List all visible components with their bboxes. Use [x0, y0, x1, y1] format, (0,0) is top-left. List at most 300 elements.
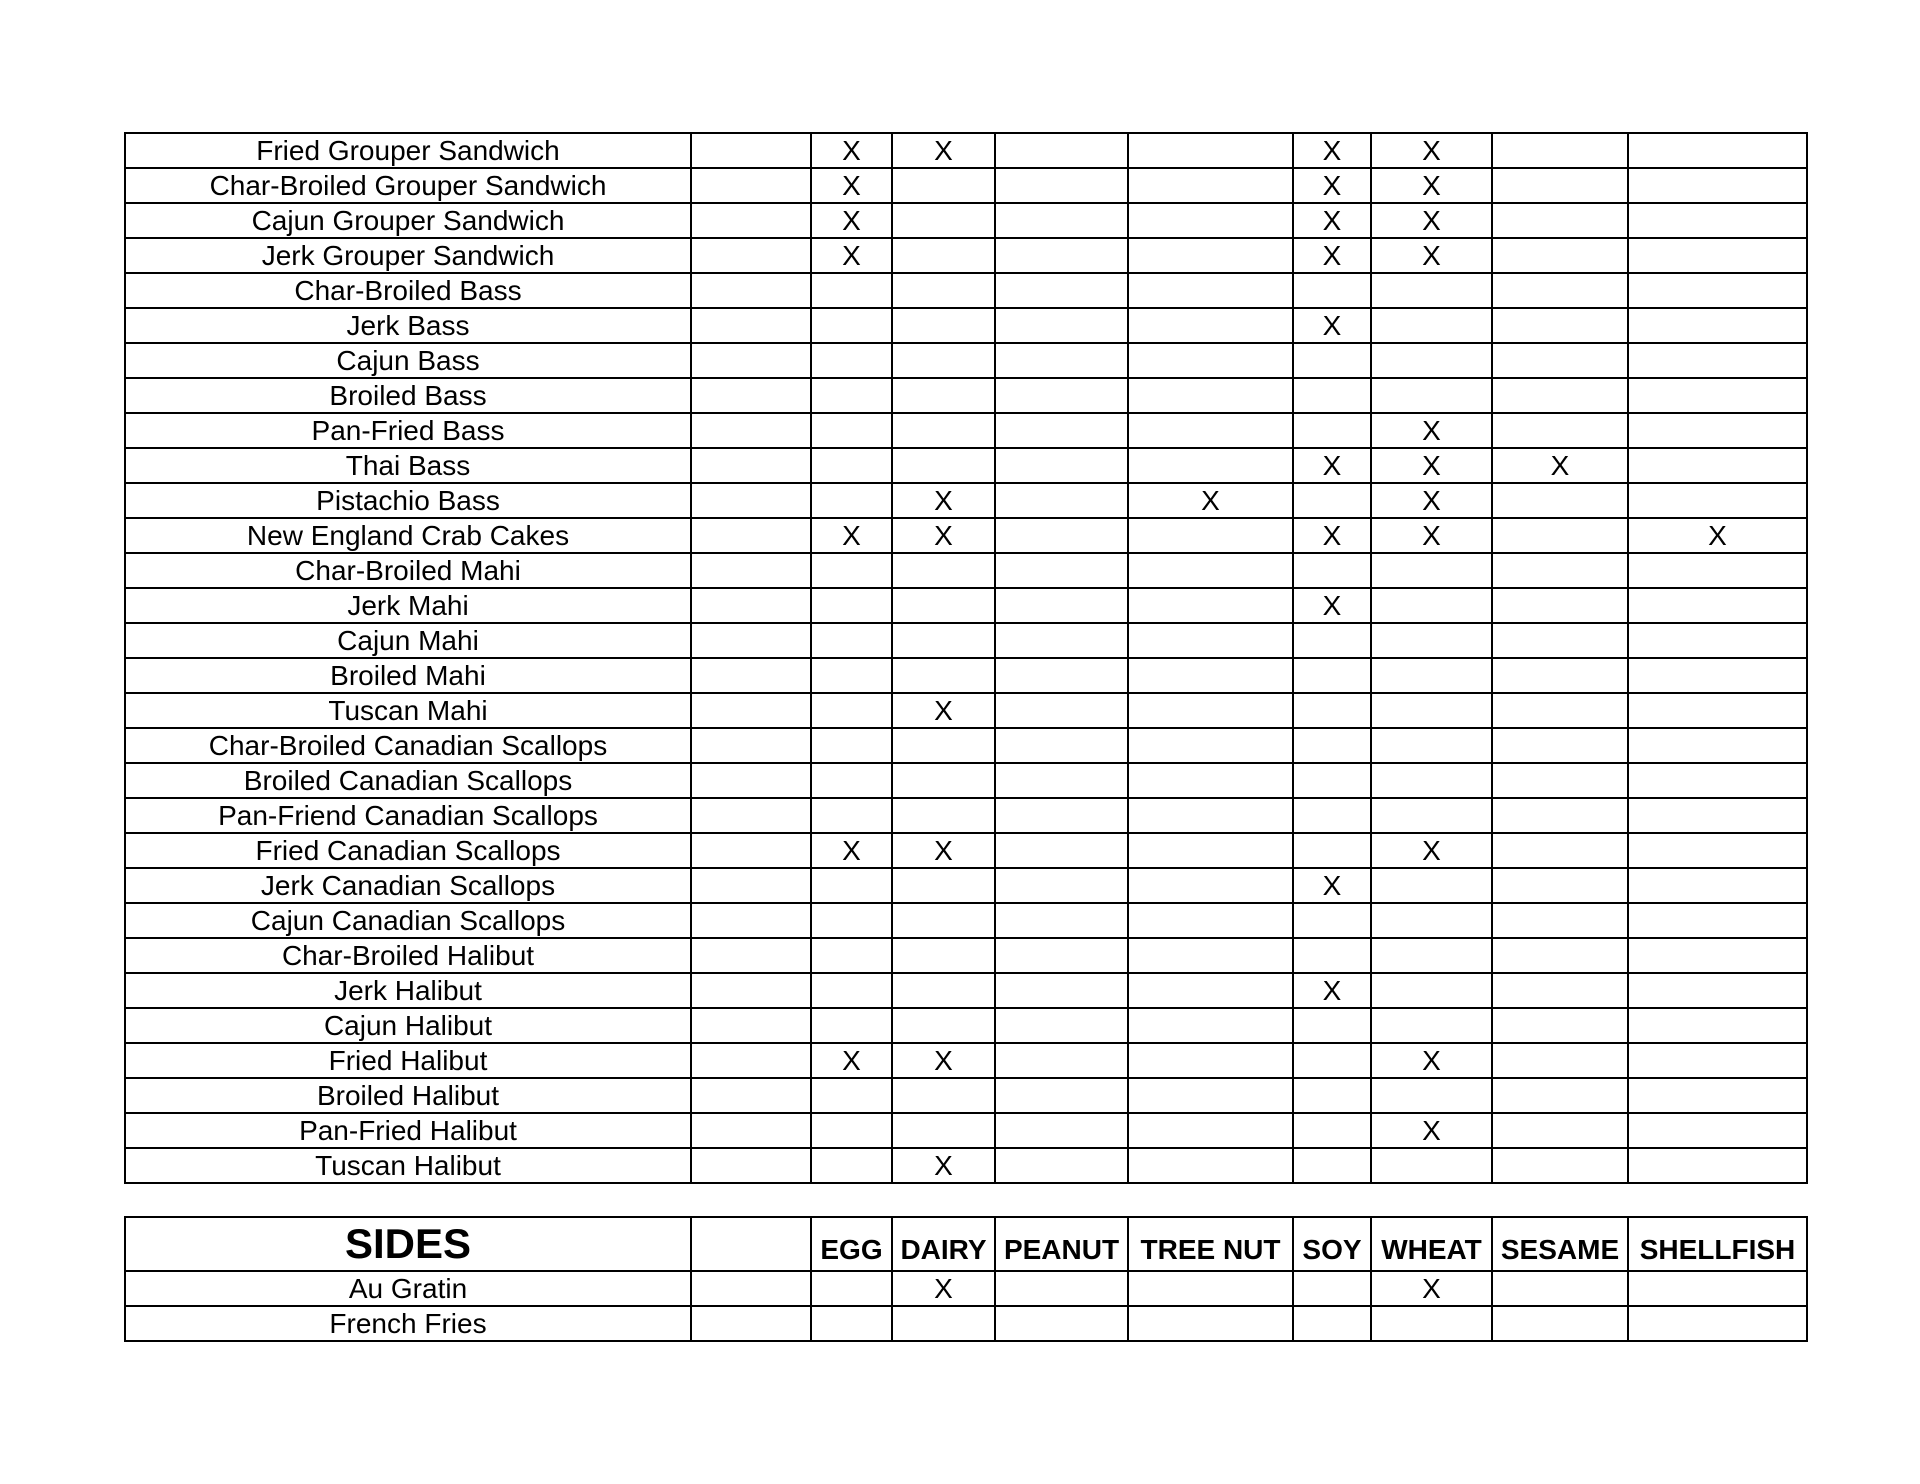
- column-header-tree-nut: TREE NUT: [1128, 1217, 1293, 1271]
- fish-table-body: [125, 133, 1807, 1183]
- blank-cell: [691, 833, 811, 868]
- allergen-cell-wheat: X: [1371, 448, 1492, 483]
- allergen-cell-peanut: [995, 378, 1128, 413]
- allergen-cell-soy: [1293, 903, 1371, 938]
- blank-cell: [691, 203, 811, 238]
- allergen-cell-tree-nut: [1128, 1008, 1293, 1043]
- sides-title: SIDES: [125, 1217, 691, 1271]
- allergen-cell-egg: [811, 343, 892, 378]
- allergen-cell-wheat: X: [1371, 1043, 1492, 1078]
- allergen-cell-soy: X: [1293, 448, 1371, 483]
- allergen-cell-tree-nut: [1128, 553, 1293, 588]
- allergen-cell-peanut: [995, 938, 1128, 973]
- allergen-cell-wheat: [1371, 903, 1492, 938]
- allergen-cell-dairy: [892, 448, 995, 483]
- allergen-cell-tree-nut: [1128, 658, 1293, 693]
- allergen-cell-sesame: X: [1492, 448, 1628, 483]
- item-name: Char-Broiled Bass: [125, 273, 691, 308]
- table-row: [125, 448, 1807, 483]
- allergen-cell-tree-nut: [1128, 973, 1293, 1008]
- blank-cell: [691, 1078, 811, 1113]
- allergen-cell-wheat: [1371, 1148, 1492, 1183]
- allergen-cell-shellfish: [1628, 483, 1807, 518]
- blank-cell: [691, 588, 811, 623]
- fish-allergen-table: [124, 132, 1808, 1184]
- allergen-cell-peanut: [995, 413, 1128, 448]
- allergen-cell-sesame: [1492, 133, 1628, 168]
- allergen-cell-shellfish: [1628, 798, 1807, 833]
- allergen-cell-shellfish: [1628, 728, 1807, 763]
- allergen-cell-tree-nut: [1128, 1113, 1293, 1148]
- allergen-cell-peanut: [995, 973, 1128, 1008]
- column-header-dairy: DAIRY: [892, 1217, 995, 1271]
- blank-cell: [691, 658, 811, 693]
- allergen-cell-sesame: [1492, 1306, 1628, 1341]
- allergen-cell-shellfish: [1628, 238, 1807, 273]
- allergen-cell-egg: [811, 448, 892, 483]
- allergen-cell-soy: [1293, 413, 1371, 448]
- allergen-cell-soy: X: [1293, 203, 1371, 238]
- allergen-cell-egg: [811, 1113, 892, 1148]
- allergen-cell-soy: X: [1293, 973, 1371, 1008]
- item-name: Char-Broiled Grouper Sandwich: [125, 168, 691, 203]
- item-name: Jerk Bass: [125, 308, 691, 343]
- allergen-cell-wheat: [1371, 623, 1492, 658]
- allergen-cell-wheat: [1371, 763, 1492, 798]
- column-header-peanut: PEANUT: [995, 1217, 1128, 1271]
- item-name: Pan-Fried Halibut: [125, 1113, 691, 1148]
- table-row: [125, 238, 1807, 273]
- allergen-cell-soy: [1293, 693, 1371, 728]
- allergen-cell-sesame: [1492, 343, 1628, 378]
- allergen-cell-dairy: [892, 1306, 995, 1341]
- allergen-cell-shellfish: [1628, 308, 1807, 343]
- blank-cell: [691, 1113, 811, 1148]
- table-row: [125, 518, 1807, 553]
- column-header-wheat: WHEAT: [1371, 1217, 1492, 1271]
- allergen-cell-soy: [1293, 1306, 1371, 1341]
- allergen-cell-shellfish: [1628, 868, 1807, 903]
- allergen-cell-sesame: [1492, 763, 1628, 798]
- column-header-blank: [691, 1217, 811, 1271]
- allergen-cell-peanut: [995, 448, 1128, 483]
- allergen-cell-wheat: [1371, 273, 1492, 308]
- blank-cell: [691, 903, 811, 938]
- allergen-cell-soy: [1293, 1043, 1371, 1078]
- allergen-cell-egg: [811, 623, 892, 658]
- blank-cell: [691, 973, 811, 1008]
- allergen-cell-shellfish: [1628, 1113, 1807, 1148]
- table-row: [125, 868, 1807, 903]
- allergen-cell-dairy: [892, 553, 995, 588]
- allergen-cell-tree-nut: [1128, 273, 1293, 308]
- sides-table-body: [125, 1217, 1807, 1341]
- item-name: Fried Halibut: [125, 1043, 691, 1078]
- table-row: [125, 763, 1807, 798]
- allergen-cell-wheat: X: [1371, 518, 1492, 553]
- allergen-cell-dairy: [892, 868, 995, 903]
- allergen-cell-wheat: [1371, 1008, 1492, 1043]
- allergen-cell-sesame: [1492, 308, 1628, 343]
- allergen-cell-egg: [811, 938, 892, 973]
- allergen-cell-peanut: [995, 1008, 1128, 1043]
- allergen-cell-dairy: X: [892, 693, 995, 728]
- allergen-cell-shellfish: [1628, 1008, 1807, 1043]
- allergen-cell-peanut: [995, 903, 1128, 938]
- allergen-cell-tree-nut: [1128, 693, 1293, 728]
- allergen-cell-dairy: [892, 658, 995, 693]
- allergen-cell-dairy: [892, 903, 995, 938]
- allergen-cell-sesame: [1492, 1148, 1628, 1183]
- allergen-cell-peanut: [995, 833, 1128, 868]
- item-name: Char-Broiled Mahi: [125, 553, 691, 588]
- table-row: [125, 273, 1807, 308]
- table-row: [125, 1043, 1807, 1078]
- allergen-cell-wheat: [1371, 378, 1492, 413]
- allergen-cell-tree-nut: [1128, 1078, 1293, 1113]
- table-row: [125, 1271, 1807, 1306]
- allergen-cell-dairy: [892, 623, 995, 658]
- allergen-cell-dairy: [892, 343, 995, 378]
- item-name: New England Crab Cakes: [125, 518, 691, 553]
- item-name: Cajun Halibut: [125, 1008, 691, 1043]
- allergen-cell-tree-nut: [1128, 308, 1293, 343]
- allergen-cell-soy: X: [1293, 168, 1371, 203]
- allergen-cell-dairy: [892, 308, 995, 343]
- item-name: Fried Canadian Scallops: [125, 833, 691, 868]
- blank-cell: [691, 1008, 811, 1043]
- allergen-cell-wheat: [1371, 938, 1492, 973]
- allergen-cell-soy: [1293, 1271, 1371, 1306]
- blank-cell: [691, 343, 811, 378]
- allergen-cell-dairy: X: [892, 483, 995, 518]
- item-name: Thai Bass: [125, 448, 691, 483]
- allergen-cell-shellfish: [1628, 658, 1807, 693]
- allergen-cell-egg: [811, 763, 892, 798]
- allergen-cell-soy: X: [1293, 518, 1371, 553]
- blank-cell: [691, 868, 811, 903]
- allergen-cell-sesame: [1492, 693, 1628, 728]
- allergen-cell-tree-nut: [1128, 728, 1293, 763]
- allergen-cell-tree-nut: [1128, 833, 1293, 868]
- allergen-cell-peanut: [995, 693, 1128, 728]
- blank-cell: [691, 763, 811, 798]
- table-row: [125, 623, 1807, 658]
- allergen-cell-dairy: X: [892, 1271, 995, 1306]
- allergen-cell-wheat: [1371, 1078, 1492, 1113]
- allergen-cell-dairy: X: [892, 1043, 995, 1078]
- allergen-cell-shellfish: [1628, 903, 1807, 938]
- allergen-cell-wheat: X: [1371, 238, 1492, 273]
- allergen-cell-egg: [811, 1271, 892, 1306]
- blank-cell: [691, 623, 811, 658]
- allergen-cell-peanut: [995, 133, 1128, 168]
- table-row: [125, 1113, 1807, 1148]
- allergen-cell-sesame: [1492, 973, 1628, 1008]
- allergen-cell-shellfish: [1628, 1043, 1807, 1078]
- allergen-cell-wheat: [1371, 553, 1492, 588]
- allergen-cell-dairy: [892, 238, 995, 273]
- table-row: [125, 553, 1807, 588]
- allergen-cell-soy: [1293, 483, 1371, 518]
- allergen-cell-egg: [811, 1078, 892, 1113]
- allergen-cell-shellfish: X: [1628, 518, 1807, 553]
- allergen-cell-peanut: [995, 658, 1128, 693]
- allergen-cell-wheat: [1371, 728, 1492, 763]
- allergen-cell-egg: X: [811, 238, 892, 273]
- allergen-cell-dairy: [892, 1078, 995, 1113]
- allergen-cell-dairy: [892, 413, 995, 448]
- allergen-cell-soy: [1293, 658, 1371, 693]
- allergen-cell-egg: [811, 903, 892, 938]
- allergen-cell-shellfish: [1628, 203, 1807, 238]
- blank-cell: [691, 1306, 811, 1341]
- table-row: [125, 483, 1807, 518]
- table-row: [125, 1148, 1807, 1183]
- allergen-cell-shellfish: [1628, 623, 1807, 658]
- blank-cell: [691, 938, 811, 973]
- allergen-cell-peanut: [995, 588, 1128, 623]
- allergen-cell-wheat: [1371, 1306, 1492, 1341]
- allergen-cell-peanut: [995, 203, 1128, 238]
- allergen-cell-dairy: [892, 798, 995, 833]
- item-name: Cajun Bass: [125, 343, 691, 378]
- allergen-cell-soy: [1293, 1113, 1371, 1148]
- allergen-cell-shellfish: [1628, 588, 1807, 623]
- allergen-cell-egg: [811, 1306, 892, 1341]
- item-name: Cajun Canadian Scallops: [125, 903, 691, 938]
- item-name: Broiled Mahi: [125, 658, 691, 693]
- blank-cell: [691, 553, 811, 588]
- allergen-cell-dairy: [892, 1113, 995, 1148]
- allergen-cell-egg: [811, 308, 892, 343]
- allergen-cell-wheat: X: [1371, 168, 1492, 203]
- allergen-cell-wheat: [1371, 658, 1492, 693]
- item-name: Jerk Halibut: [125, 973, 691, 1008]
- allergen-cell-soy: [1293, 1078, 1371, 1113]
- allergen-cell-shellfish: [1628, 448, 1807, 483]
- item-name: Cajun Grouper Sandwich: [125, 203, 691, 238]
- allergen-cell-sesame: [1492, 868, 1628, 903]
- allergen-cell-sesame: [1492, 168, 1628, 203]
- allergen-cell-dairy: [892, 588, 995, 623]
- table-row: [125, 938, 1807, 973]
- allergen-cell-peanut: [995, 1271, 1128, 1306]
- blank-cell: [691, 378, 811, 413]
- allergen-cell-shellfish: [1628, 1078, 1807, 1113]
- allergen-cell-soy: X: [1293, 868, 1371, 903]
- allergen-cell-shellfish: [1628, 553, 1807, 588]
- allergen-cell-tree-nut: [1128, 868, 1293, 903]
- table-row: [125, 133, 1807, 168]
- allergen-cell-soy: X: [1293, 588, 1371, 623]
- table-row: [125, 903, 1807, 938]
- allergen-cell-soy: X: [1293, 133, 1371, 168]
- allergen-cell-egg: X: [811, 133, 892, 168]
- allergen-cell-soy: [1293, 763, 1371, 798]
- allergen-cell-egg: [811, 693, 892, 728]
- allergen-cell-shellfish: [1628, 1148, 1807, 1183]
- blank-cell: [691, 413, 811, 448]
- allergen-cell-egg: [811, 868, 892, 903]
- table-row: [125, 308, 1807, 343]
- allergen-cell-wheat: [1371, 308, 1492, 343]
- allergen-cell-sesame: [1492, 1113, 1628, 1148]
- table-row: [125, 1306, 1807, 1341]
- allergen-cell-sesame: [1492, 903, 1628, 938]
- allergen-cell-peanut: [995, 1113, 1128, 1148]
- blank-cell: [691, 1148, 811, 1183]
- allergen-cell-sesame: [1492, 1043, 1628, 1078]
- allergen-cell-sesame: [1492, 203, 1628, 238]
- allergen-cell-shellfish: [1628, 1306, 1807, 1341]
- allergen-cell-sesame: [1492, 1078, 1628, 1113]
- item-name: Pistachio Bass: [125, 483, 691, 518]
- allergen-cell-egg: X: [811, 203, 892, 238]
- allergen-cell-sesame: [1492, 1008, 1628, 1043]
- allergen-cell-peanut: [995, 728, 1128, 763]
- allergen-cell-tree-nut: [1128, 518, 1293, 553]
- table-row: [125, 168, 1807, 203]
- allergen-cell-wheat: X: [1371, 413, 1492, 448]
- allergen-cell-sesame: [1492, 553, 1628, 588]
- table-row: [125, 693, 1807, 728]
- sides-allergen-table: [124, 1216, 1808, 1342]
- allergen-cell-dairy: [892, 728, 995, 763]
- allergen-cell-shellfish: [1628, 763, 1807, 798]
- allergen-cell-dairy: [892, 203, 995, 238]
- allergen-cell-wheat: [1371, 973, 1492, 1008]
- allergen-cell-tree-nut: [1128, 203, 1293, 238]
- allergen-cell-dairy: X: [892, 133, 995, 168]
- table-row: [125, 1078, 1807, 1113]
- allergen-cell-egg: [811, 273, 892, 308]
- allergen-cell-dairy: X: [892, 1148, 995, 1183]
- item-name: Fried Grouper Sandwich: [125, 133, 691, 168]
- allergen-cell-sesame: [1492, 1271, 1628, 1306]
- allergen-cell-tree-nut: X: [1128, 483, 1293, 518]
- table-row: [125, 413, 1807, 448]
- allergen-cell-dairy: [892, 1008, 995, 1043]
- allergen-cell-peanut: [995, 1078, 1128, 1113]
- allergen-cell-dairy: [892, 763, 995, 798]
- allergen-cell-sesame: [1492, 658, 1628, 693]
- allergen-cell-sesame: [1492, 518, 1628, 553]
- allergen-cell-tree-nut: [1128, 413, 1293, 448]
- allergen-cell-peanut: [995, 483, 1128, 518]
- allergen-cell-soy: [1293, 1148, 1371, 1183]
- allergen-cell-tree-nut: [1128, 623, 1293, 658]
- allergen-cell-sesame: [1492, 273, 1628, 308]
- allergen-cell-sesame: [1492, 483, 1628, 518]
- blank-cell: [691, 518, 811, 553]
- allergen-cell-tree-nut: [1128, 238, 1293, 273]
- allergen-cell-wheat: [1371, 798, 1492, 833]
- allergen-cell-dairy: [892, 273, 995, 308]
- blank-cell: [691, 693, 811, 728]
- item-name: Broiled Halibut: [125, 1078, 691, 1113]
- allergen-cell-tree-nut: [1128, 168, 1293, 203]
- allergen-cell-shellfish: [1628, 1271, 1807, 1306]
- allergen-cell-soy: [1293, 798, 1371, 833]
- table-row: [125, 658, 1807, 693]
- allergen-cell-tree-nut: [1128, 1043, 1293, 1078]
- allergen-cell-egg: [811, 553, 892, 588]
- allergen-cell-sesame: [1492, 938, 1628, 973]
- allergen-cell-peanut: [995, 623, 1128, 658]
- allergen-cell-shellfish: [1628, 413, 1807, 448]
- allergen-cell-peanut: [995, 763, 1128, 798]
- allergen-cell-shellfish: [1628, 973, 1807, 1008]
- item-name: Char-Broiled Canadian Scallops: [125, 728, 691, 763]
- item-name: Jerk Mahi: [125, 588, 691, 623]
- allergen-cell-dairy: X: [892, 518, 995, 553]
- allergen-cell-tree-nut: [1128, 1271, 1293, 1306]
- allergen-cell-soy: [1293, 938, 1371, 973]
- table-row: [125, 798, 1807, 833]
- allergen-cell-sesame: [1492, 798, 1628, 833]
- blank-cell: [691, 448, 811, 483]
- allergen-cell-peanut: [995, 798, 1128, 833]
- allergen-cell-egg: [811, 728, 892, 763]
- allergen-cell-egg: [811, 413, 892, 448]
- allergen-cell-dairy: [892, 168, 995, 203]
- allergen-cell-soy: [1293, 623, 1371, 658]
- item-name: Jerk Grouper Sandwich: [125, 238, 691, 273]
- table-row: [125, 728, 1807, 763]
- allergen-cell-soy: [1293, 378, 1371, 413]
- blank-cell: [691, 308, 811, 343]
- allergen-cell-peanut: [995, 343, 1128, 378]
- allergen-cell-egg: [811, 973, 892, 1008]
- allergen-cell-egg: X: [811, 518, 892, 553]
- allergen-cell-soy: [1293, 728, 1371, 763]
- item-name: Cajun Mahi: [125, 623, 691, 658]
- item-name: Char-Broiled Halibut: [125, 938, 691, 973]
- allergen-cell-soy: [1293, 343, 1371, 378]
- blank-cell: [691, 798, 811, 833]
- allergen-cell-egg: [811, 378, 892, 413]
- allergen-cell-wheat: X: [1371, 1271, 1492, 1306]
- allergen-cell-soy: X: [1293, 308, 1371, 343]
- blank-cell: [691, 238, 811, 273]
- allergen-cell-soy: [1293, 273, 1371, 308]
- column-header-egg: EGG: [811, 1217, 892, 1271]
- allergen-cell-egg: [811, 588, 892, 623]
- allergen-cell-shellfish: [1628, 378, 1807, 413]
- item-name: Tuscan Mahi: [125, 693, 691, 728]
- table-row: [125, 588, 1807, 623]
- allergen-cell-shellfish: [1628, 833, 1807, 868]
- allergen-cell-tree-nut: [1128, 763, 1293, 798]
- blank-cell: [691, 273, 811, 308]
- allergen-cell-peanut: [995, 168, 1128, 203]
- allergen-cell-tree-nut: [1128, 798, 1293, 833]
- column-header-soy: SOY: [1293, 1217, 1371, 1271]
- item-name: Au Gratin: [125, 1271, 691, 1306]
- blank-cell: [691, 728, 811, 763]
- table-row: [125, 343, 1807, 378]
- item-name: Pan-Friend Canadian Scallops: [125, 798, 691, 833]
- allergen-cell-egg: X: [811, 168, 892, 203]
- allergen-cell-sesame: [1492, 728, 1628, 763]
- allergen-cell-wheat: [1371, 693, 1492, 728]
- allergen-cell-sesame: [1492, 413, 1628, 448]
- item-name: Tuscan Halibut: [125, 1148, 691, 1183]
- allergen-cell-shellfish: [1628, 133, 1807, 168]
- allergen-cell-peanut: [995, 1148, 1128, 1183]
- allergen-cell-tree-nut: [1128, 133, 1293, 168]
